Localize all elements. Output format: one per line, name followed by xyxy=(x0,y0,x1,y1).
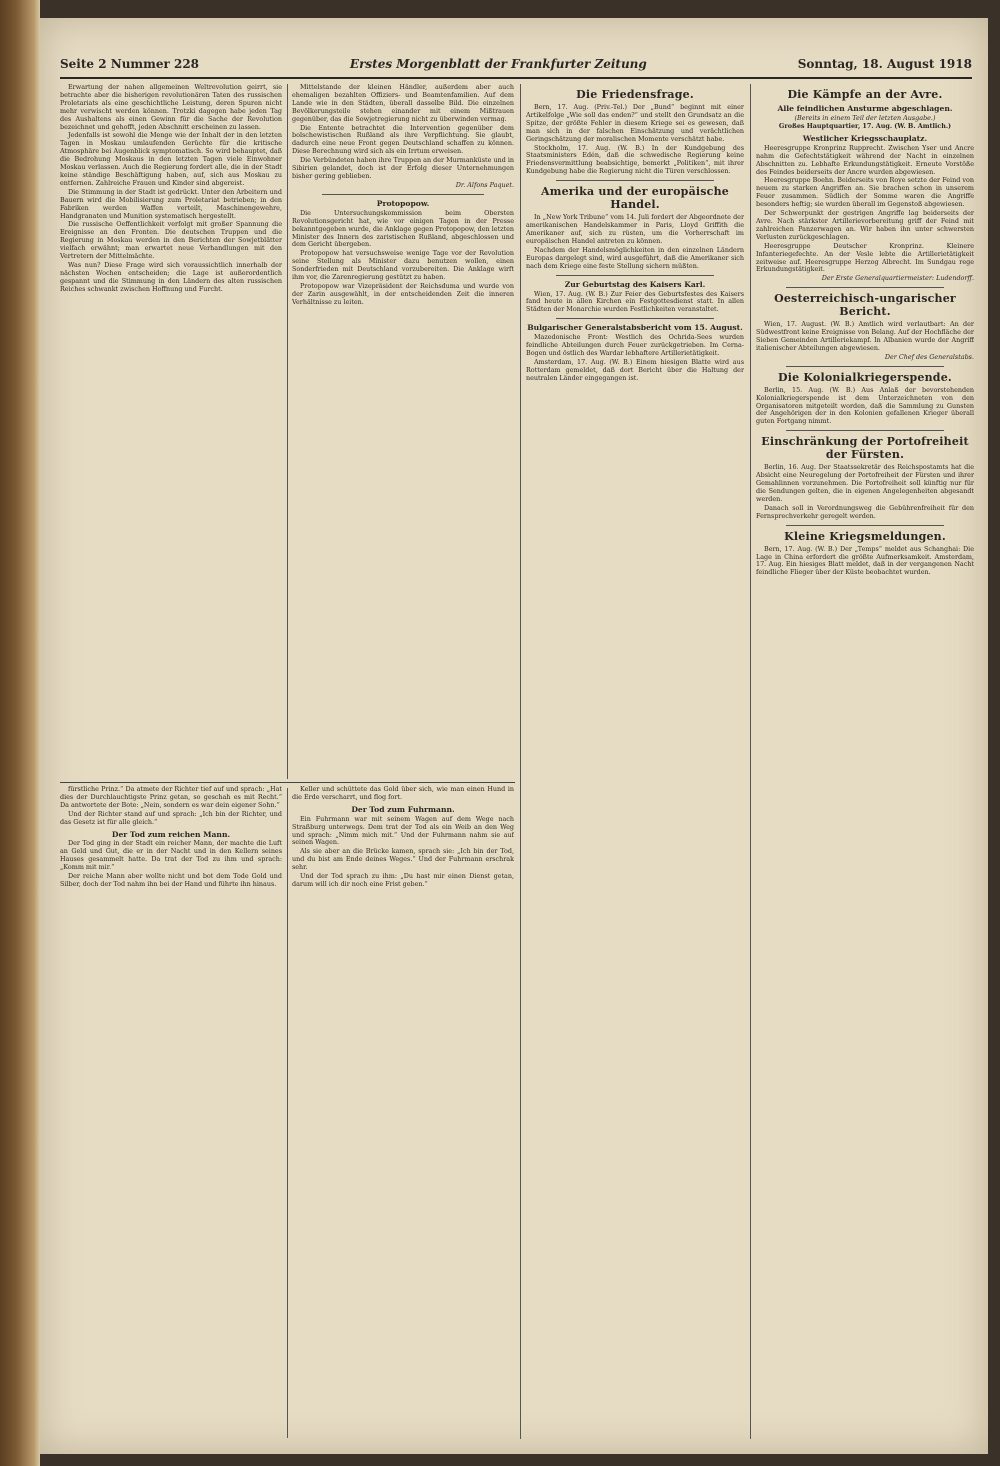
report-source: Großes Hauptquartier, 17. Aug. (W. B. Amtlich.) xyxy=(778,121,952,130)
edition-note: (Bereits in einem Teil der letzten Ausgabe.) xyxy=(794,114,936,122)
separator xyxy=(786,525,944,526)
paragraph: Die Entente betrachtet die Intervention gegenüber dem bolschewistischen Rußland als ihre Verpflichtung. Sie glaubt, dadurch eine neue Front gegen Deutschland schaffen zu können. Diese Berechnung wird sich als ein Irrtum erweisen. xyxy=(292,123,514,156)
feuilleton-column-1 xyxy=(60,786,282,1436)
paragraph: Erwartung der nahen allgemeinen Weltrevolution geirrt, sie betrachte aber die bisherigen revolutionären Taten des russischen Proletariats als eine geschichtliche Leistung, deren Spuren nicht mehr verwischt werden können. Trotzki dagegen habe jeden Tag des Aushaltens als einen Gewinn für die Sache der Revolution bezeichnet und gehofft, jeden Abschnitt erscheinen zu lassen. xyxy=(60,84,282,131)
paragraph: Berlin, 15. Aug. (W. B.) Aus Anlaß der bevorstehenden Kolonialkriegerspende ist dem Unterzeichneten von den Organisatoren mitgeteilt worden, daß die Sammlung zu Gunsten der Angehörigen der in den Kolonien gefallenen Krieger überall guten Fortgang nimmt. xyxy=(756,385,974,426)
paragraph: Und der Richter stand auf und sprach: „Ich bin der Richter, und das Gesetz ist für alle gleich.“ xyxy=(60,809,282,826)
separator xyxy=(786,366,944,367)
separator xyxy=(556,318,714,319)
article-heading-kolonial: Die Kolonialkriegerspende. xyxy=(778,370,952,384)
paragraph: Wien, 17. August. (W. B.) Amtlich wird verlautbart: An der Südwestfront keine Ereignisse von Belang. Auf der Hochfläche der Sieben Gemeinden Artilleriekampf. In Albanien wurde der Angriff italienischer Abteilungen abgewiesen. xyxy=(756,320,974,352)
issue-date: Sonntag, 18. August 1918 xyxy=(797,57,972,71)
paragraph: Amsterdam, 17. Aug. (W. B.) Einem hiesigen Blatte wird aus Rotterdam gemeldet, daß dort Bericht über die Haltung der neutralen Länder eingegangen ist. xyxy=(526,357,744,382)
paragraph: Heeresgruppe Kronprinz Rupprecht. Zwischen Yser und Ancre nahm die Gefechtstätigkeit während der Nacht in einzelnen Abschnitten zu. Lebhafte Erkundungstätigkeit. Erneute Vorstöße des Feindes beiderseits der Ancre wurden abgewiesen. xyxy=(756,143,974,176)
column-rule xyxy=(520,84,521,1439)
column-rule xyxy=(287,788,288,1438)
article-column-2 xyxy=(292,84,514,779)
column-rule xyxy=(287,84,288,779)
paragraph: Und der Tod sprach zu ihm: „Du hast mir einen Dienst getan, darum will ich dir noch eine Frist geben.“ xyxy=(292,872,514,888)
article-heading-kleine: Kleine Kriegsmeldungen. xyxy=(784,529,946,543)
newspaper-title: Erstes Morgenblatt der Frankfurter Zeitung xyxy=(349,57,647,71)
paragraph: Was nun? Diese Frage wird sich voraussichtlich innerhalb der nächsten Wochen entscheiden; die Lage ist außerordentlich gespannt und die Stimmung in den Ländern des alten russischen Reiches schwankt zwischen Hoffnung und Furcht. xyxy=(60,260,282,293)
separator xyxy=(786,287,944,288)
masthead xyxy=(60,54,972,79)
paragraph: Die Untersuchungskommission beim Obersten Revolutionsgericht hat, wie vor einigen Tagen in der Presse bekanntgegeben wurde, die Anklage gegen Protopopow, den letzten Minister des Innern des zaristischen Rußland, abgeschlossen und dem Gericht übergeben. xyxy=(292,208,514,249)
article-heading-friedensfrage: Die Friedensfrage. xyxy=(576,88,694,101)
paragraph: Mazedonische Front: Westlich des Ochrida-Sees wurden feindliche Abteilungen durch Feuer zurückgetrieben. Im Cerna-Bogen und östlich des Wardar lebhaftere Artillerietätigkeit. xyxy=(526,333,744,358)
paragraph: Wien, 17. Aug. (W. B.) Zur Feier des Geburtsfestes des Kaisers fand heute in allen Kirchen ein Festgottesdienst statt. In allen Städten der Monarchie wurden Festlichkeiten veranstaltet. xyxy=(526,289,744,314)
article-column-4 xyxy=(756,84,974,1439)
paragraph: Protopopow hat versuchsweise wenige Tage vor der Revolution seine Stellung als Minister dazu benutzen wollen, einen Sonderfrieden mit Deutschland vorzubereiten. Die Anklage wirft ihm vor, die Zarenregierung gestützt zu haben. xyxy=(292,249,514,282)
paragraph: Bern, 17. Aug. (W. B.) Der „Temps“ meldet aus Schanghai: Die Lage in China erfordert die größte Aufmerksamkeit. Amsterdam, 17. Aug. Ein hiesiges Blatt meldet, daß in der vergangenen Nacht feindliche Flieger über der Küste beobachtet wurden. xyxy=(756,544,974,577)
article-heading-bulgarisch: Bulgarischer Generalstabsbericht vom 15. August. xyxy=(527,323,743,333)
report-signature: Der Chef des Generalstabs. xyxy=(884,352,974,361)
paragraph: Berlin, 16. Aug. Der Staatssekretär des Reichspostamts hat die Absicht eine Neuregelung der Portofreiheit der Fürsten und ihrer Gemahlinnen vorzunehmen. Die Portofreiheit soll künftig nur für die Sendungen gelten, die in eigenen Angelegenheiten abgesandt werden. xyxy=(756,463,974,503)
paragraph: Ein Fuhrmann war mit seinem Wagen auf dem Wege nach Straßburg unterwegs. Dem trat der Tod als ein Weib an den Weg und sprach: „Nimm mich mit.“ Und der Fuhrmann nahm sie auf seinen Wagen. xyxy=(292,814,514,847)
book-binding xyxy=(0,0,40,1466)
story-heading-fuhrmann: Der Tod zum Fuhrmann. xyxy=(351,804,455,814)
paragraph: Nachdem der Handelsmöglichkeiten in den einzelnen Ländern Europas dargelegt sind, wird ausgeführt, daß die Amerikaner sich nach dem Kriege eine feste Stellung sichern müßten. xyxy=(526,245,744,270)
separator xyxy=(786,430,944,431)
separator xyxy=(322,194,484,195)
article-heading-portofreiheit: Einschränkung der Portofreiheit der Fürsten. xyxy=(761,435,969,462)
paragraph: Stockholm, 17. Aug. (W. B.) In der Kundgebung des Staatsministers Edén, daß die schwedische Regierung keine Friedensvermittlung beabsichtige, bemerkt „Politiken“, mit ihrer Kundgebung habe die Regierung nicht die Türen verschlossen. xyxy=(526,143,744,176)
paragraph: Jedenfalls ist sowohl die Menge wie der Inhalt der in den letzten Tagen in Moskau umlaufenden Gerüchte für die kritische Atmosphäre bei Augenblick symptomatisch. So wird behauptet, daß die Bedrohung Moskaus in den letzten Tagen viele Einwohner Moskau verlassen. Auch die Regierung fordert alle, die in der Stadt keine ständige Beschäftigung haben, auf, sich aus Moskau zu entfernen. Zahlreiche Frauen und Kinder sind abgereist. xyxy=(60,131,282,187)
paragraph: Der reiche Mann aber wollte nicht und bot dem Tode Gold und Silber, doch der Tod nahm ihn bei der Hand und führte ihn hinaus. xyxy=(60,872,282,888)
author-signature: Dr. Alfons Paquet. xyxy=(455,180,514,189)
paragraph: Heeresgruppe Boehn. Beiderseits von Roye setzte der Feind von neuem zu starken Angriffen an. Sie brachen schon in unserem Feuer zusammen. Südlich der Somme waren die Angriffe besonders heftig; sie wurden überall im Gegenstoß abgewiesen. xyxy=(756,176,974,209)
paragraph: Die russische Oeffentlichkeit verfolgt mit großer Spannung die Ereignisse an den Fronten. Die deutschen Truppen und die Regierung in Moskau werden in den Berichten der Sowjetblätter vielfach erwähnt; man erwartet neue Verhandlungen mit den Vertretern der Mittelmächte. xyxy=(60,220,282,261)
paragraph: Der Tod ging in der Stadt ein reicher Mann, der machte die Luft an Geld und Gut, die er in der Nacht und in den Kellern seines Hauses gesammelt hatte. Da trat der Tod zu ihm und sprach: „Komm mit mir.“ xyxy=(60,839,282,872)
article-column-3 xyxy=(526,84,744,1439)
paragraph: Keller und schüttete das Gold über sich, wie man einen Hund in die Erde verscharrt, und flog fort. xyxy=(292,786,514,801)
feuilleton-column-2 xyxy=(292,786,514,1436)
column-rule xyxy=(750,84,751,1439)
paragraph: Protopopow war Vizepräsident der Reichsduma und wurde von der Zarin ausgewählt, in der entscheidenden Zeit die inneren Verhältnisse zu leiten. xyxy=(292,281,514,306)
paragraph: In „New York Tribune“ vom 14. Juli fordert der Abgeordnete der amerikanischen Handelskammer in Paris, Lloyd Griffith die Amerikaner auf, sich zu rüsten, um die Vorherrschaft im europäischen Handel antreten zu können. xyxy=(526,213,744,245)
paragraph: Mittelstande der kleinen Händler, außerdem aber auch ehemaligen bezahlten Offiziers- und Beamtenfamilien. Auf dem Lande wie in den Städten, überall dasselbe Bild. Die einzelnen Bevölkerungsteile stehen einander mit einem Mißtrauen gegenüber, das die Sowjetregierung nicht zu überwinden vermag. xyxy=(292,84,514,123)
war-theater-heading: Westlicher Kriegsschauplatz. xyxy=(802,133,928,143)
article-subheading: Alle feindlichen Ansturme abgeschlagen. xyxy=(777,104,953,113)
separator xyxy=(556,180,714,181)
article-heading-karl: Zur Geburtstag des Kaisers Karl. xyxy=(564,279,706,289)
story-heading-reicher-mann: Der Tod zum reichen Mann. xyxy=(111,829,231,839)
newspaper-page xyxy=(40,18,988,1454)
paragraph: Bern, 17. Aug. (Priv.-Tel.) Der „Bund“ beginnt mit einer Artikelfolge „Wie soll das enden?“ und stellt den Grundsatz an die Spitze, der größte Fehler in diesem Kriege sei es gewesen, daß man sich in der falschen Einschätzung und verächtlichen Geringschätzung der moralischen Momente verschätzt habe. xyxy=(526,103,744,143)
paragraph: Die Stimmung in der Stadt ist gedrückt. Unter den Arbeitern und Bauern wird die Mobilisierung zum Proletariat betrieben; in den Fabriken werden Waffen verteilt, Maschinengewehre, Handgranaten und Munition systematisch hergestellt. xyxy=(60,187,282,220)
article-heading-kaempfe: Die Kämpfe an der Avre. xyxy=(787,88,943,101)
paragraph: Heeresgruppe Deutscher Kronprinz. Kleinere Infanteriegefechte. An der Vesle lebte die Artillerietätigkeit zeitweise auf. Heeresgruppe Herzog Albrecht. Im Sundgau rege Erkundungstätigkeit. xyxy=(756,241,974,274)
page-number: Seite 2 Nummer 228 xyxy=(60,57,200,71)
article-column-1 xyxy=(60,84,282,779)
article-heading-amerika: Amerika und der europäische Handel. xyxy=(541,185,729,212)
article-heading-protopopow: Protopopow. xyxy=(376,198,430,208)
report-signature: Der Erste Generalquartiermeister: Ludendorff. xyxy=(821,274,974,283)
feuilleton-rule xyxy=(60,782,515,783)
separator xyxy=(556,275,714,276)
article-heading-oesterreich: Oesterreichisch-ungarischer Bericht. xyxy=(774,292,956,319)
paragraph: Der Schwerpunkt der gestrigen Angriffe lag beiderseits der Avre. Nach stärkster Artillerievorbereitung griff der Feind mit zahlreichen Panzerwagen an. Wir haben ihn unter schwersten Verlusten zurückgeschlagen. xyxy=(756,209,974,241)
paragraph: Die Verbündeten haben ihre Truppen an der Murmanküste und in Sibirien gelandet, doch ist der Erfolg dieser Unternehmungen bisher gering geblieben. xyxy=(292,156,514,180)
paragraph: Als sie aber an die Brücke kamen, sprach sie: „Ich bin der Tod, und du bist am Ende deines Weges.“ Und der Fuhrmann erschrak sehr. xyxy=(292,847,514,872)
paragraph: Danach soll in Verordnungsweg die Gebührenfreiheit für den Fernsprechverkehr geregelt werden. xyxy=(756,503,974,520)
paragraph: fürstliche Prinz.“ Da atmete der Richter tief auf und sprach: „Hat dies der Durchlauchtigste Prinz getan, so geschah es mit Recht.“ Da antwortete der Bote: „Nein, sondern es war dein eigener Sohn.“ xyxy=(60,786,282,809)
